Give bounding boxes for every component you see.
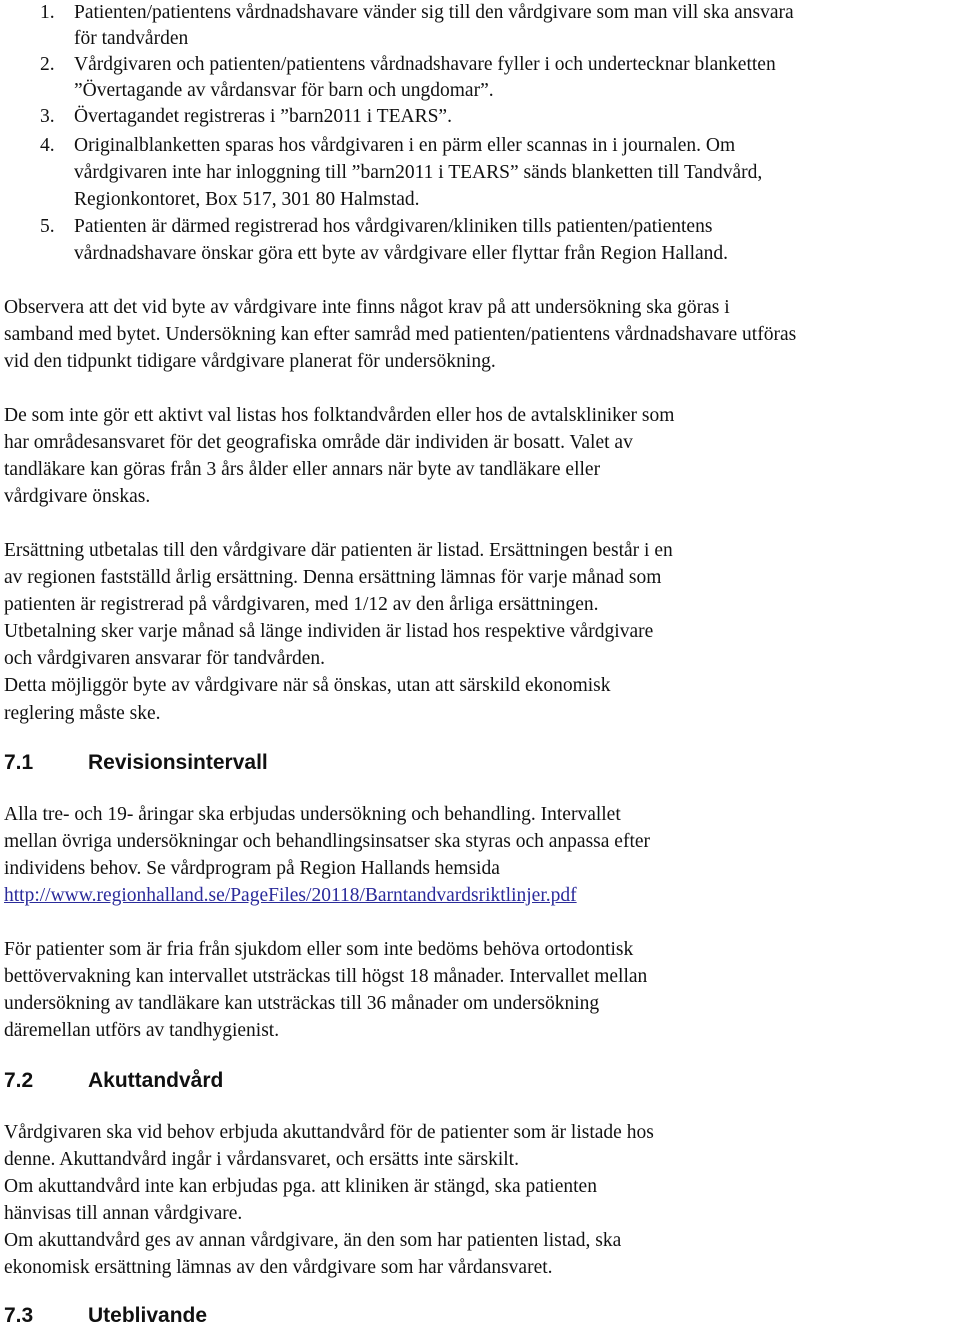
list-item-line: Regionkontoret, Box 517, 301 80 Halmstad. <box>74 189 420 210</box>
list-item-number: 3. <box>40 106 55 127</box>
paragraph-line: däremellan utförs av tandhygienist. <box>4 1020 280 1041</box>
paragraph-line: Vårdgivaren ska vid behov erbjuda akuttandvård för de patienter som är listade hos <box>4 1122 654 1143</box>
list-item-line: för tandvården <box>74 28 189 49</box>
paragraph-line: mellan övriga undersökningar och behandlingsinsatser ska styras och anpassa efter <box>4 831 651 852</box>
list-item-line: Patienten/patientens vårdnadshavare vänder sig till den vårdgivare som man vill ska ansvara <box>74 2 794 23</box>
list-item-line: Vårdgivaren och patienten/patientens vårdnadshavare fyller i och undertecknar blanketten <box>74 54 776 75</box>
section-number: 7.1 <box>4 751 34 774</box>
paragraph-line: reglering måste ske. <box>4 703 161 724</box>
paragraph-line: Detta möjliggör byte av vårdgivare när så önskas, utan att särskild ekonomisk <box>4 675 611 696</box>
paragraph-line: hänvisas till annan vårdgivare. <box>4 1203 243 1224</box>
list-item-line: Patienten är därmed registrerad hos vårdgivaren/kliniken tills patienten/patientens <box>74 216 713 237</box>
paragraph-line: Observera att det vid byte av vårdgivare inte finns något krav på att undersökning ska göras i <box>4 297 730 318</box>
list-item-line: ”Övertagande av vårdansvar för barn och ungdomar”. <box>74 80 494 101</box>
list-item-line: Övertagandet registreras i ”barn2011 i TEARS”. <box>74 106 452 127</box>
list-item-number: 5. <box>40 216 55 237</box>
paragraph-line: av regionen fastställd årlig ersättning. Denna ersättning lämnas för varje månad som <box>4 567 662 588</box>
list-item-number: 1. <box>40 2 55 23</box>
paragraph-line: vid den tidpunkt tidigare vårdgivare planerat för undersökning. <box>4 351 496 372</box>
section-title: Uteblivande <box>88 1304 208 1327</box>
paragraph-line: vårdgivare önskas. <box>4 486 151 507</box>
paragraph-line: Alla tre- och 19- åringar ska erbjudas undersökning och behandling. Intervallet <box>4 804 621 825</box>
regionhalland-link-line[interactable] <box>4 882 577 909</box>
section-title: Revisionsintervall <box>88 751 268 774</box>
paragraph-line: Utbetalning sker varje månad så länge individen är listad hos respektive vårdgivare <box>4 621 654 642</box>
paragraph-line: och vårdgivaren ansvarar för tandvården. <box>4 648 326 669</box>
list-item-line: vårdgivaren inte har inloggning till ”barn2011 i TEARS” sänds blanketten till Tandvård, <box>74 162 763 183</box>
paragraph-line: har områdesansvaret för det geografiska område där individen är bosatt. Valet av <box>4 432 633 453</box>
section-title: Akuttandvård <box>88 1069 224 1092</box>
paragraph-line: De som inte gör ett aktivt val listas hos folktandvården eller hos de avtalskliniker som <box>4 405 675 426</box>
paragraph-line: Om akuttandvård ges av annan vårdgivare, än den som har patienten listad, ska <box>4 1230 622 1251</box>
barntandvard-riktlinjer-link[interactable]: http://www.regionhalland.se/PageFiles/20118/Barntandvardsriktlinjer.pdf <box>4 885 577 906</box>
paragraph-line: För patienter som är fria från sjukdom eller som inte bedöms behöva ortodontisk <box>4 939 634 960</box>
paragraph-line: tandläkare kan göras från 3 års ålder eller annars när byte av tandläkare eller <box>4 459 601 480</box>
list-item-line: Originalblanketten sparas hos vårdgivaren i en pärm eller scannas in i journalen. Om <box>74 135 736 156</box>
list-item-number: 2. <box>40 54 55 75</box>
paragraph-line: samband med bytet. Undersökning kan efter samråd med patienten/patientens vårdnadshavare utföras <box>4 324 797 345</box>
paragraph-line: undersökning av tandläkare kan utsträckas till 36 månader om undersökning <box>4 993 600 1014</box>
paragraph-line: ekonomisk ersättning lämnas av den vårdgivare som har vårdansvaret. <box>4 1257 553 1278</box>
paragraph-line: denne. Akuttandvård ingår i vårdansvaret, och ersätts inte särskilt. <box>4 1149 519 1170</box>
paragraph-line: individens behov. Se vårdprogram på Region Hallands hemsida <box>4 858 500 879</box>
paragraph-line: patienten är registrerad på vårdgivaren, med 1/12 av den årliga ersättningen. <box>4 594 599 615</box>
section-number: 7.2 <box>4 1069 34 1092</box>
paragraph-line: Ersättning utbetalas till den vårdgivare där patienten är listad. Ersättningen består i en <box>4 540 673 561</box>
paragraph-line: Om akuttandvård inte kan erbjudas pga. att kliniken är stängd, ska patienten <box>4 1176 597 1197</box>
paragraph-line: bettövervakning kan intervallet utsträckas till högst 18 månader. Intervallet mellan <box>4 966 648 987</box>
list-item-number: 4. <box>40 135 55 156</box>
list-item-line: vårdnadshavare önskar göra ett byte av vårdgivare eller flyttar från Region Halland. <box>74 243 729 264</box>
section-number: 7.3 <box>4 1304 34 1327</box>
